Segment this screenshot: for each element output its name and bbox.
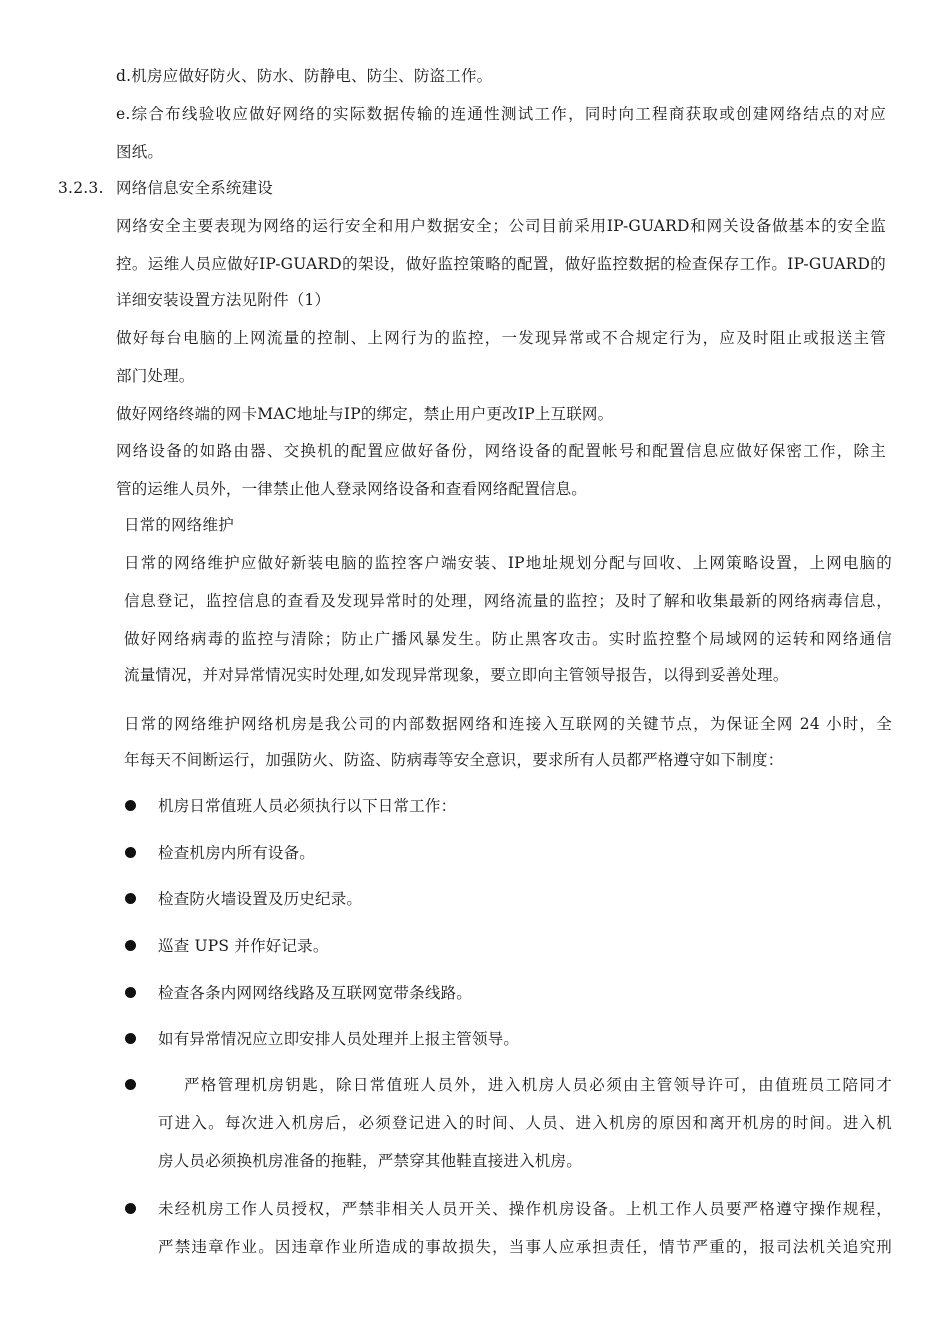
- maintenance-para1-line2: 信息登记，监控信息的查看及发现异常时的处理，网络流量的监控；及时了解和收集最新的网络病毒信息，: [124, 592, 892, 610]
- security-para2-line1: 做好每台电脑的上网流量的控制、上网行为的监控，一发现异常或不合规定行为，应及时阻止或报送主管: [116, 329, 886, 347]
- maintenance-heading: 日常的网络维护: [124, 516, 234, 534]
- security-para3: 做好网络终端的网卡MAC地址与IP的绑定，禁止用户更改IP上互联网。: [116, 405, 614, 423]
- section-number: 3.2.3.: [58, 179, 104, 197]
- bullet-dot: [125, 987, 136, 998]
- bullet-item-5: 检查各条内网网络线路及互联网宽带条线路。: [158, 984, 473, 1002]
- bullet-item-7-line2: 可进入。每次进入机房后，必须登记进入的时间、人员、进入机房的原因和离开机房的时间。进入机: [158, 1114, 892, 1132]
- bullet-item-7-line1: 严格管理机房钥匙，除日常值班人员外，进入机房人员必须由主管领导许可，由值班员工陪同才: [184, 1076, 892, 1094]
- maintenance-para2-line1: 日常的网络维护网络机房是我公司的内部数据网络和连接入互联网的关键节点，为保证全网 24 小时，全: [124, 715, 892, 733]
- bullet-item-8-line2: 严禁违章作业。因违章作业所造成的事故损失，当事人应承担责任，情节严重的，报司法机关追究刑: [158, 1238, 892, 1256]
- bullet-item-3: 检查防火墙设置及历史纪录。: [158, 890, 363, 908]
- bullet-item-2: 检查机房内所有设备。: [158, 844, 316, 862]
- bullet-dot: [125, 1079, 136, 1090]
- security-para4-line2: 管的运维人员外，一律禁止他人登录网络设备和查看网络配置信息。: [116, 480, 588, 498]
- bullet-item-7-line3: 房人员必须换机房准备的拖鞋，严禁穿其他鞋直接进入机房。: [158, 1152, 582, 1170]
- bullet-dot: [125, 893, 136, 904]
- bullet-dot: [125, 800, 136, 811]
- maintenance-para1-line1: 日常的网络维护应做好新装电脑的监控客户端安装、IP地址规划分配与回收、上网策略设置，上网电脑的: [124, 554, 892, 572]
- security-para4-line1: 网络设备的如路由器、交换机的配置应做好备份，网络设备的配置帐号和配置信息应做好保密工作，除主: [116, 442, 886, 460]
- maintenance-para1-line4: 流量情况，并对异常情况实时处理,如发现异常现象，要立即向主管领导报告，以得到妥善处理。: [124, 666, 789, 684]
- maintenance-para2-line2: 年每天不间断运行，加强防火、防盗、防病毒等安全意识，要求所有人员都严格遵守如下制度：: [124, 751, 784, 769]
- bullet-dot: [125, 1203, 136, 1214]
- security-para2-line2: 部门处理。: [116, 367, 195, 385]
- section-title: 网络信息安全系统建设: [116, 179, 274, 197]
- maintenance-para1-line3: 做好网络病毒的监控与清除；防止广播风暴发生。防止黑客攻击。实时监控整个局域网的运转和网络通信: [124, 630, 892, 648]
- security-para1-line3: 详细安装设置方法见附件（1）: [116, 291, 331, 309]
- item-e-line1: e.综合布线验收应做好网络的实际数据传输的连通性测试工作，同时向工程商获取或创建网络结点的对应: [116, 105, 886, 123]
- bullet-item-8-line1: 未经机房工作人员授权，严禁非相关人员开关、操作机房设备。上机工作人员要严格遵守操作规程，: [158, 1200, 892, 1218]
- item-e-line2: 图纸。: [116, 143, 164, 161]
- bullet-item-6: 如有异常情况应立即安排人员处理并上报主管领导。: [158, 1030, 520, 1048]
- bullet-item-4: 巡查 UPS 并作好记录。: [158, 937, 329, 955]
- bullet-dot: [125, 847, 136, 858]
- item-d: d.机房应做好防火、防水、防静电、防尘、防盗工作。: [116, 67, 493, 85]
- bullet-dot: [125, 1033, 136, 1044]
- security-para1-line1: 网络安全主要表现为网络的运行安全和用户数据安全；公司目前采用IP-GUARD和网关设备做基本的安全监: [116, 217, 886, 235]
- bullet-dot: [125, 940, 136, 951]
- bullet-item-1: 机房日常值班人员必须执行以下日常工作：: [158, 797, 457, 815]
- security-para1-line2: 控。运维人员应做好IP-GUARD的架设，做好监控策略的配置，做好监控数据的检查保存工作。IP-GUARD的: [116, 255, 886, 273]
